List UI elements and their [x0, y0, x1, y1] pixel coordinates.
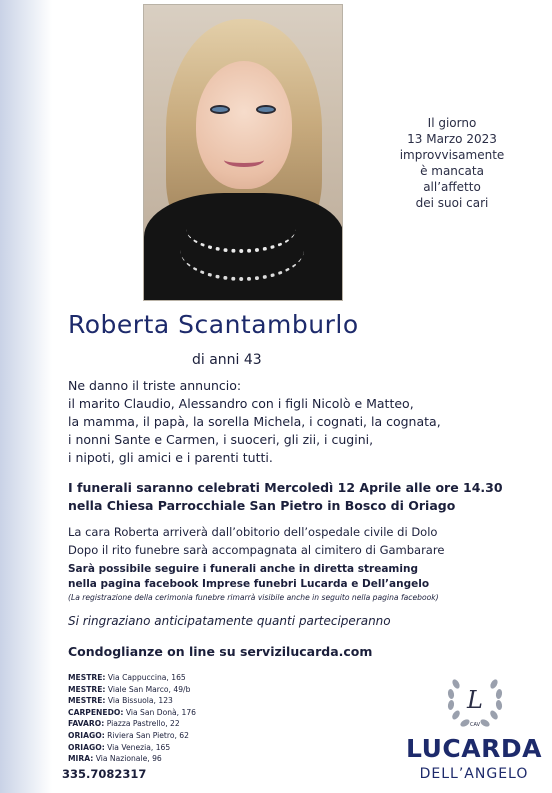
address-item [68, 707, 288, 719]
portrait-smile [224, 153, 264, 167]
company-logo [404, 670, 544, 788]
announcement-line: i nonni Sante e Carmen, i suoceri, gli zii, i cugini, [68, 432, 374, 447]
death-date-note [372, 115, 532, 211]
address-item [68, 672, 288, 684]
portrait-face [196, 61, 292, 189]
funeral-line: I funerali saranno celebrati Mercoledì 12 Aprile alle ore 14.30 [68, 480, 503, 495]
side-band [0, 0, 52, 793]
portrait-eye-right [256, 105, 276, 114]
thanks-line: Si ringraziano anticipatamente quanti parteciperanno [68, 614, 391, 628]
phone-number: 335.7082317 [62, 767, 147, 781]
address-city: ORIAGO: [68, 742, 105, 752]
announcement-line: la mamma, il papà, la sorella Michela, i cognati, la cognata, [68, 414, 441, 429]
announcement-line: i nipoti, gli amici e i parenti tutti. [68, 450, 273, 465]
transfer-info [68, 523, 508, 559]
address-city: MESTRE: [68, 673, 106, 682]
logo-name: LUCARDA [406, 734, 542, 763]
stream-line: nella pagina facebook Imprese funebri Lucarda e Dell’angelo [68, 578, 430, 590]
portrait-photo [143, 4, 343, 301]
stream-line: Sarà possibile seguire i funerali anche in diretta streaming [68, 563, 418, 575]
deceased-name: Roberta Scantamburlo [68, 310, 359, 339]
side-note-line: all’affetto [423, 180, 481, 194]
address-city: MESTRE: [68, 684, 106, 694]
address-item [68, 695, 288, 707]
logo-subtitle: DELL’ANGELO [419, 766, 529, 782]
address-item [68, 684, 288, 696]
address-city: FAVARO: [68, 719, 105, 729]
condolences-line: Condoglianze on line su servizilucarda.com [68, 644, 373, 659]
side-note-line: dei suoi cari [415, 196, 489, 210]
address-street: Via Venezia, 165 [107, 742, 171, 752]
deceased-age: di anni 43 [192, 352, 262, 368]
address-city: ORIAGO: [68, 730, 105, 740]
address-street: Via Cappuccina, 165 [107, 673, 186, 682]
announcement [68, 377, 488, 467]
address-list [68, 672, 288, 765]
funeral-line: nella Chiesa Parrocchiale San Pietro in Bosco di Oriago [68, 498, 456, 513]
announcement-line: Ne danno il triste annuncio: [68, 378, 242, 393]
address-item [68, 742, 288, 754]
side-note-line: 13 Marzo 2023 [407, 132, 497, 146]
logo-cav: CAV [469, 722, 481, 728]
address-city: MESTRE: [68, 696, 106, 706]
laurel-wreath-icon [442, 670, 508, 732]
address-item [68, 753, 288, 765]
side-note-line: è mancata [420, 164, 484, 178]
side-note-line: Il giorno [427, 116, 477, 130]
info-line: Dopo il rito funebre sarà accompagnata al cimitero di Gambarare [68, 543, 445, 557]
streaming-info [68, 562, 508, 592]
address-city: MIRA: [68, 754, 94, 764]
logo-monogram: L [467, 686, 483, 714]
portrait-eye-left [210, 105, 230, 114]
address-item [68, 718, 288, 730]
funeral-details [68, 479, 508, 515]
info-line: La cara Roberta arriverà dall’obitorio dell’ospedale civile di Dolo [68, 525, 438, 539]
streaming-note: (La registrazione della cerimonia funebre rimarrà visibile anche in seguito nella pagina facebook) [68, 593, 439, 602]
address-street: Riviera San Pietro, 62 [107, 730, 189, 740]
address-city: CARPENEDO: [68, 707, 124, 717]
address-street: Viale San Marco, 49/b [107, 684, 191, 694]
address-item [68, 730, 288, 742]
address-street: Via San Donà, 176 [125, 707, 196, 717]
address-street: Piazza Pastrello, 22 [106, 719, 180, 729]
side-note-line: improvvisamente [399, 148, 505, 162]
portrait-necklace-long [180, 219, 304, 281]
address-street: Via Nazionale, 96 [95, 754, 162, 764]
announcement-line: il marito Claudio, Alessandro con i figli Nicolò e Matteo, [68, 396, 414, 411]
address-street: Via Bissuola, 123 [107, 696, 173, 706]
